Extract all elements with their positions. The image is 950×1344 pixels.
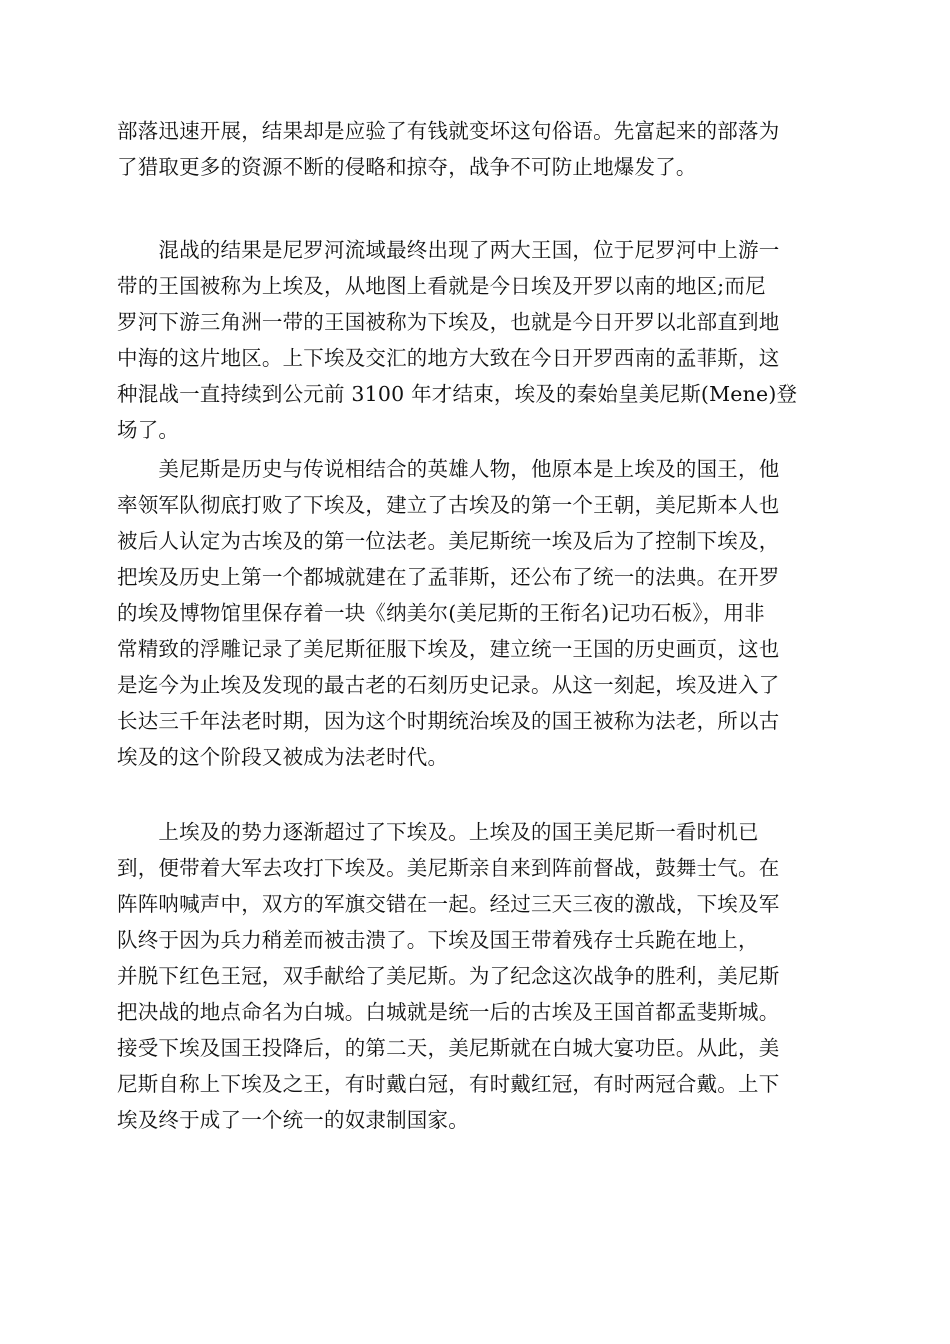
text-line: 把决战的地点命名为白城。白城就是统一后的古埃及王国首都孟斐斯城。 — [117, 1000, 780, 1024]
text-line: 并脱下红色王冠，双手献给了美尼斯。为了纪念这次战争的胜利，美尼斯 — [117, 964, 780, 988]
text-line: 长达三千年法老时期，因为这个时期统治埃及的国王被称为法老，所以古 — [117, 709, 780, 733]
paragraph-3 — [117, 451, 833, 775]
text-line: 队终于因为兵力稍差而被击溃了。下埃及国王带着残存士兵跪在地上， — [117, 928, 759, 952]
text-line: 带的王国被称为上埃及，从地图上看就是今日埃及开罗以南的地区;而尼 — [117, 274, 766, 298]
text-line: 率领军队彻底打败了下埃及，建立了古埃及的第一个王朝，美尼斯本人也 — [117, 493, 780, 517]
text-line: 中海的这片地区。上下埃及交汇的地方大致在今日开罗西南的孟菲斯，这 — [117, 346, 780, 370]
text-line: 埃及终于成了一个统一的奴隶制国家。 — [117, 1108, 469, 1132]
text-line: 混战的结果是尼罗河流域最终出现了两大王国，位于尼罗河中上游一 — [117, 238, 780, 262]
paragraph-4 — [117, 814, 833, 1138]
text-line: 把埃及历史上第一个都城就建在了孟菲斯，还公布了统一的法典。在开罗 — [117, 565, 780, 589]
text-line: 阵阵呐喊声中，双方的军旗交错在一起。经过三天三夜的激战，下埃及军 — [117, 892, 780, 916]
text-line: 埃及的这个阶段又被成为法老时代。 — [117, 745, 449, 769]
text-line: 尼斯自称上下埃及之王，有时戴白冠，有时戴红冠，有时两冠合戴。上下 — [117, 1072, 780, 1096]
text-line: 被后人认定为古埃及的第一位法老。美尼斯统一埃及后为了控制下埃及， — [117, 529, 780, 553]
text-line: 场了。 — [117, 418, 180, 442]
paragraph-2 — [117, 232, 833, 448]
text-line: 种混战一直持续到公元前 3100 年才结束，埃及的秦始皇美尼斯(Mene)登 — [117, 382, 798, 406]
text-line: 了猎取更多的资源不断的侵略和掠夺，战争不可防止地爆发了。 — [117, 155, 697, 179]
text-line: 美尼斯是历史与传说相结合的英雄人物，他原本是上埃及的国王，他 — [117, 457, 780, 481]
text-line: 的埃及博物馆里保存着一块《纳美尔(美尼斯的王衔名)记功石板》，用非 — [117, 601, 765, 625]
text-line: 常精致的浮雕记录了美尼斯征服下埃及，建立统一王国的历史画页，这也 — [117, 637, 780, 661]
text-line: 接受下埃及国王投降后，的第二天，美尼斯就在白城大宴功臣。从此，美 — [117, 1036, 780, 1060]
text-line: 是迄今为止埃及发现的最古老的石刻历史记录。从这一刻起，埃及进入了 — [117, 673, 780, 697]
text-line: 上埃及的势力逐渐超过了下埃及。上埃及的国王美尼斯一看时机已 — [117, 820, 759, 844]
text-line: 部落迅速开展，结果却是应验了有钱就变坏这句俗语。先富起来的部落为 — [117, 119, 780, 143]
paragraph-1 — [117, 113, 833, 185]
text-line: 到，便带着大军去攻打下埃及。美尼斯亲自来到阵前督战，鼓舞士气。在 — [117, 856, 780, 880]
text-line: 罗河下游三角洲一带的王国被称为下埃及，也就是今日开罗以北部直到地 — [117, 310, 780, 334]
